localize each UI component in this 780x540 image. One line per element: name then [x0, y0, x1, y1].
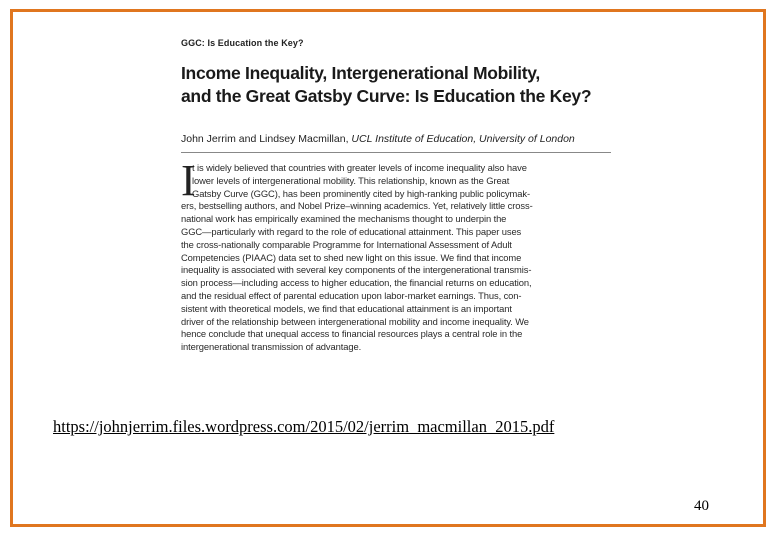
abstract-line: hence conclude that unequal access to financial resources plays a central role in the: [181, 328, 523, 340]
paper-title-line-2: and the Great Gatsby Curve: Is Education the Key?: [181, 86, 592, 106]
author-names: John Jerrim and Lindsey Macmillan,: [181, 133, 349, 145]
abstract-line: lower levels of intergenerational mobility. This relationship, known as the Great: [192, 174, 510, 186]
author-affiliation: UCL Institute of Education, University of London: [351, 133, 575, 145]
abstract: [181, 156, 611, 354]
paper-excerpt-image: [171, 32, 611, 392]
page-number: 40: [694, 498, 709, 514]
paper-title-line-1: Income Inequality, Intergenerational Mobility,: [181, 63, 540, 83]
paper-title: [181, 62, 611, 108]
abstract-lines: [181, 156, 611, 354]
abstract-line: sion process—including access to higher education, the financial returns on education,: [181, 277, 532, 289]
abstract-line: ers, bestselling authors, and Nobel Prize–winning academics. Yet, relatively little cross-: [181, 200, 533, 212]
abstract-line: inequality is associated with several key components of the intergenerational transmis-: [181, 264, 532, 276]
drop-cap: I: [181, 156, 196, 205]
abstract-line: the cross-nationally comparable Programme for International Assessment of Adult: [181, 238, 512, 250]
abstract-line: driver of the relationship between intergenerational mobility and income inequality. We: [181, 315, 529, 327]
abstract-line: t is widely believed that countries with greater levels of income inequality also have: [192, 162, 527, 173]
abstract-line: national work has empirically examined the mechanisms thought to underpin the: [181, 213, 507, 225]
abstract-line: and the residual effect of parental education upon labor-market earnings. Thus, con-: [181, 289, 522, 301]
paper-authors: [181, 133, 575, 145]
abstract-line: Gatsby Curve (GGC), has been prominently cited by high-ranking public policymak-: [192, 187, 530, 199]
abstract-line: intergenerational transmission of advantage.: [181, 341, 362, 353]
slide-frame: [10, 9, 766, 527]
abstract-line: sistent with theoretical models, we find that educational attainment is an important: [181, 302, 512, 314]
source-link[interactable]: https://johnjerrim.files.wordpress.com/2015/02/jerrim_macmillan_2015.pdf: [53, 417, 555, 436]
abstract-line: Competencies (PIAAC) data set to shed new light on this issue. We find that income: [181, 251, 522, 263]
running-head: GGC: Is Education the Key?: [181, 38, 304, 48]
abstract-line: GGC—particularly with regard to the role of educational attainment. This paper uses: [181, 225, 522, 237]
title-divider: [181, 152, 611, 153]
